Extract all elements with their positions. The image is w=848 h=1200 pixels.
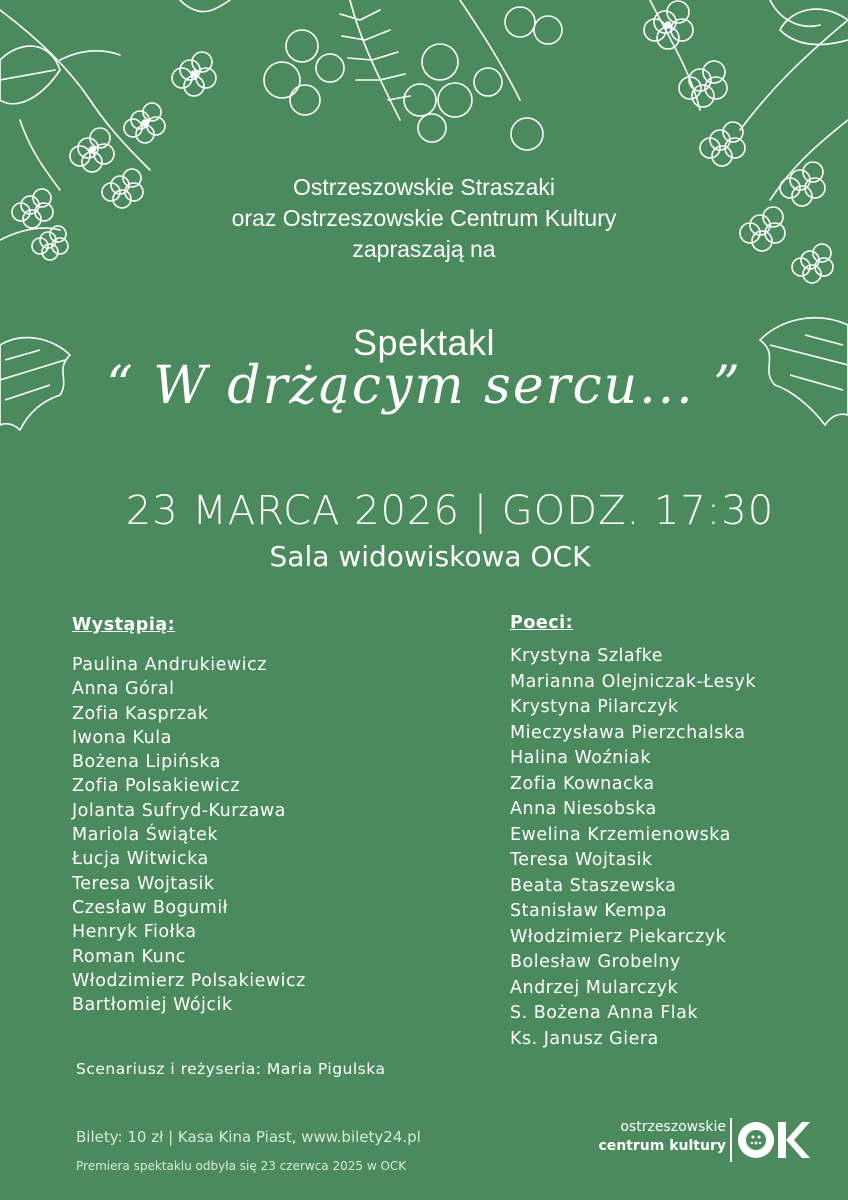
list-item: Teresa Wojtasik bbox=[72, 873, 215, 894]
event-kind: Spektakl bbox=[352, 322, 496, 363]
list-item: Roman Kunc bbox=[72, 946, 186, 967]
list-item: Włodzimierz Piekarczyk bbox=[510, 926, 727, 947]
poets-list bbox=[510, 644, 756, 1052]
logo-line-1: ostrzeszowskie bbox=[620, 1119, 726, 1135]
list-item: Marianna Olejniczak-Łesyk bbox=[510, 671, 756, 692]
list-item: Mariola Świątek bbox=[72, 825, 219, 846]
event-title: “ W drżącym sercu... ” bbox=[106, 356, 742, 416]
list-item: Bożena Lipińska bbox=[72, 752, 221, 773]
performers-list bbox=[72, 653, 306, 1017]
list-item: Krystyna Pilarczyk bbox=[510, 697, 679, 717]
list-item: Krystyna Szlafke bbox=[510, 646, 664, 666]
logo-divider bbox=[730, 1118, 732, 1162]
list-item: Iwona Kula bbox=[72, 727, 172, 748]
event-date: 23 MARCA 2026 | GODZ. 17:30 bbox=[125, 488, 775, 534]
list-item: Anna Góral bbox=[72, 679, 175, 700]
ok-logo-icon bbox=[736, 1118, 810, 1162]
poets-column bbox=[510, 613, 756, 1052]
list-item: Stanisław Kempa bbox=[510, 901, 668, 921]
performers-heading: Wystąpią: bbox=[72, 615, 176, 635]
intro-text bbox=[0, 172, 848, 265]
intro-line-organizer: Ostrzeszowskie Straszaki bbox=[292, 174, 555, 200]
list-item: Andrzej Mularczyk bbox=[510, 977, 679, 998]
intro-line-co-organizer: oraz Ostrzeszowskie Centrum Kultury bbox=[231, 205, 617, 231]
list-item: Teresa Wojtasik bbox=[510, 850, 653, 870]
premiere-note: Premiera spektaklu odbyła się 23 czerwca 2025 w OCK bbox=[76, 1159, 407, 1173]
list-item: Bartłomiej Wójcik bbox=[72, 995, 233, 1016]
event-venue: Sala widowiskowa OCK bbox=[269, 540, 591, 573]
list-item: Zofia Kasprzak bbox=[72, 703, 209, 724]
list-item: Zofia Polsakiewicz bbox=[72, 776, 241, 797]
ok-logo bbox=[600, 1118, 810, 1164]
logo-line-2: centrum kultury bbox=[598, 1138, 726, 1154]
logo-wordmark bbox=[598, 1118, 726, 1156]
list-item: Henryk Fiołka bbox=[72, 922, 197, 943]
list-item: Ks. Janusz Giera bbox=[510, 1028, 659, 1049]
list-item: Łucja Witwicka bbox=[72, 849, 209, 870]
list-item: Halina Woźniak bbox=[510, 748, 651, 768]
list-item: Bolesław Grobelny bbox=[510, 952, 681, 972]
berries-illustration bbox=[180, 0, 562, 150]
performers-column bbox=[72, 615, 306, 1017]
director-credits: Scenariusz i reżyseria: Maria Pigulska bbox=[76, 1060, 386, 1078]
list-item: Zofia Kownacka bbox=[510, 773, 655, 794]
list-item: Włodzimierz Polsakiewicz bbox=[72, 970, 306, 991]
flower-icon bbox=[70, 128, 114, 172]
list-item: Beata Staszewska bbox=[510, 875, 677, 896]
intro-line-invite: zapraszają na bbox=[352, 236, 496, 262]
list-item: Ewelina Krzemienowska bbox=[510, 824, 731, 845]
list-item: S. Bożena Anna Flak bbox=[510, 1003, 699, 1023]
list-item: Mieczysława Pierzchalska bbox=[510, 722, 746, 743]
poets-heading: Poeci: bbox=[510, 613, 574, 633]
list-item: Anna Niesobska bbox=[510, 799, 657, 819]
list-item: Czesław Bogumił bbox=[72, 897, 229, 918]
list-item: Paulina Andrukiewicz bbox=[72, 655, 267, 675]
ticket-info: Bilety: 10 zł | Kasa Kina Piast, www.bilety24.pl bbox=[76, 1128, 421, 1146]
list-item: Jolanta Sufryd-Kurzawa bbox=[72, 800, 286, 821]
